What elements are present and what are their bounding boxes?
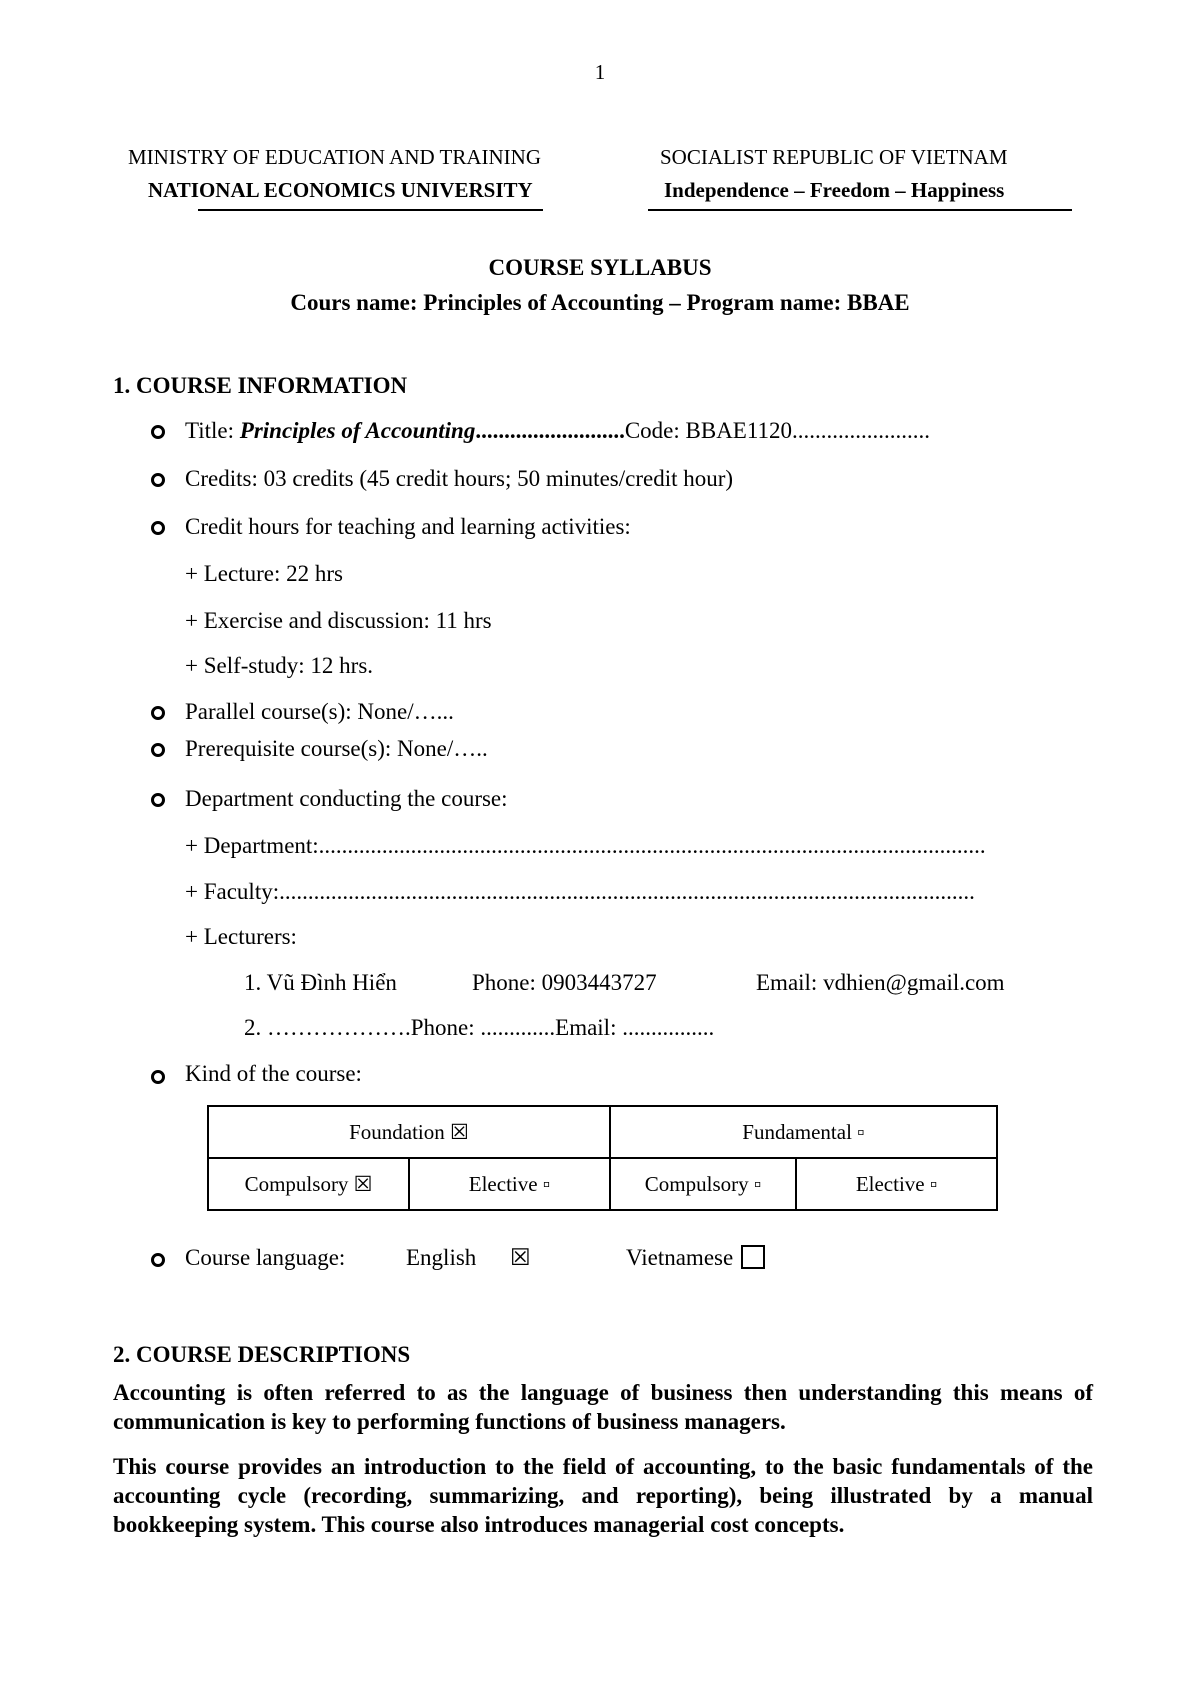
course-language-label: Course language: [185,1245,346,1270]
vietnamese-empty-checkbox-icon [741,1245,765,1269]
republic-name: SOCIALIST REPUBLIC OF VIETNAM [660,145,1008,169]
lecturer-1-name: 1. Vũ Đình Hiển [244,970,397,995]
bullet-icon [151,1070,165,1084]
credit-hours-line: Credit hours for teaching and learning activities: [185,514,631,539]
document-title: COURSE SYLLABUS [488,255,712,280]
description-paragraph-2: This course provides an introduction to the field of accounting, to the basic fundamentals of the accounting cycle (recording, summarizing, and reporting), being illustrated by a manual bookkeeping system. This course also introduces managerial cost concepts. [113,1454,1093,1537]
title-value: Principles of Accounting [239,418,476,443]
department-conducting: Department conducting the course: [185,786,508,811]
foundation-compulsory-cell: Compulsory ☒ [208,1158,409,1210]
lecturers-label: + Lecturers: [185,924,297,949]
selfstudy-hours: + Self-study: 12 hrs. [185,653,374,678]
course-kind-table [207,1105,998,1211]
faculty-line: + Faculty:......................................................................................................................... [185,879,975,904]
exercise-hours: + Exercise and discussion: 11 hrs [185,608,492,633]
foundation-cell: Foundation ☒ [208,1106,610,1158]
section-2-heading: 2. COURSE DESCRIPTIONS [113,1342,411,1367]
bullet-icon [151,793,165,807]
fundamental-elective-cell: Elective ▫ [796,1158,997,1210]
course-title-line [185,418,930,444]
ministry-name: MINISTRY OF EDUCATION AND TRAINING [128,145,542,169]
language-english: English [406,1245,477,1270]
bullet-icon [151,521,165,535]
bullet-icon [151,706,165,720]
english-checked-box-icon: ☒ [510,1245,531,1270]
foundation-elective-cell: Elective ▫ [409,1158,610,1210]
lecture-hours: + Lecture: 22 hrs [185,561,343,586]
credits-line: Credits: 03 credits (45 credit hours; 50 minutes/credit hour) [185,466,734,491]
kind-of-course-label: Kind of the course: [185,1061,362,1086]
lecturer-2-line: 2. ……………….Phone: .............Email: ................ [244,1015,715,1040]
language-vietnamese-line [626,1245,765,1271]
description-paragraph-1: Accounting is often referred to as the language of business then understanding this means of communication is key to performing functions of business managers. [113,1380,1093,1434]
language-vietnamese: Vietnamese [626,1245,734,1270]
title-dots: .......................... [475,418,625,443]
section-1-heading: 1. COURSE INFORMATION [113,373,408,398]
lecturer-1-email: Email: vdhien@gmail.com [756,970,1005,995]
prerequisite-courses: Prerequisite course(s): None/….. [185,736,488,761]
page-number: 1 [594,60,606,84]
parallel-courses: Parallel course(s): None/…... [185,699,454,724]
bullet-icon [151,425,165,439]
lecturer-1-phone: Phone: 0903443727 [472,970,657,995]
course-code: Code: BBAE1120........................ [624,418,931,443]
fundamental-cell: Fundamental ▫ [610,1106,997,1158]
left-header-underline [198,209,543,211]
university-name: NATIONAL ECONOMICS UNIVERSITY [148,178,533,202]
bullet-icon [151,743,165,757]
right-header-underline [648,209,1072,211]
title-label: Title: [185,418,240,443]
fundamental-compulsory-cell: Compulsory ▫ [610,1158,796,1210]
document-subtitle: Cours name: Principles of Accounting – Program name: BBAE [290,290,910,315]
department-line: + Department:.................................................................................................................... [185,833,986,858]
bullet-icon [151,1253,165,1267]
bullet-icon [151,473,165,487]
national-motto: Independence – Freedom – Happiness [664,178,1005,202]
